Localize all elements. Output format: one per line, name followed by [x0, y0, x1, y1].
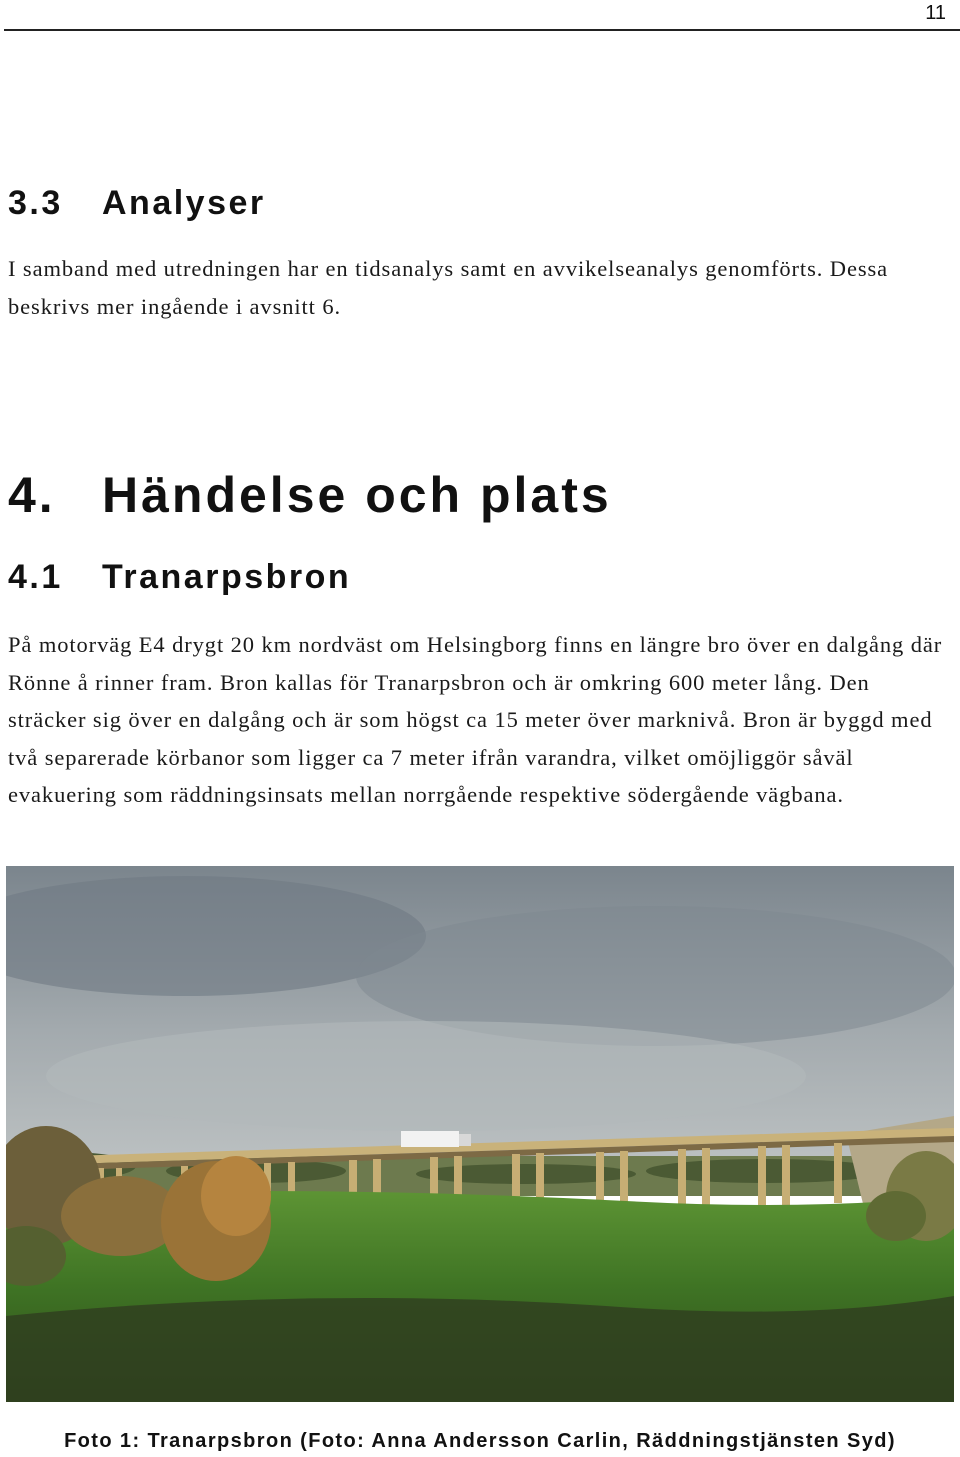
- chapter-number: 4.: [8, 467, 56, 523]
- truck-cab: [459, 1134, 471, 1146]
- foreground-soil: [6, 1296, 954, 1402]
- section-number: 4.1: [8, 558, 63, 596]
- bridge-photo: [6, 866, 954, 1402]
- section-3-3-heading: [8, 184, 266, 223]
- chapter-title: Händelse och plats: [102, 467, 612, 523]
- truck: [401, 1131, 459, 1147]
- header-rule: [4, 29, 960, 31]
- cloud: [46, 1021, 806, 1131]
- section-number: 3.3: [8, 184, 63, 222]
- section-4-1-heading: [8, 558, 351, 597]
- photo-caption: Foto 1: Tranarpsbron (Foto: Anna Andersson Carlin, Räddningstjänsten Syd): [64, 1430, 896, 1452]
- page-number: 11: [925, 2, 946, 24]
- section-title: Tranarpsbron: [102, 558, 352, 596]
- section-title: Analyser: [102, 184, 266, 222]
- section-4-1-paragraph: På motorväg E4 drygt 20 km nordväst om Helsingborg finns en längre bro över en dalgång där Rönne å rinner fram. Bron kallas för Tranarpsbron och är omkring 600 meter lång. Den sträcker sig över en dalgång och är som högst ca 15 meter över marknivå. Bron är byggd med två separerade körbanor som ligger ca 7 meter ifrån varandra, vilket omöjliggör såväl evakuering som räddningsinsats mellan norrgående respektive södergående vägbana.: [8, 632, 943, 807]
- chapter-4-heading: [8, 466, 612, 524]
- section-3-3-paragraph: I samband med utredningen har en tidsanalys samt en avvikelseanalys genomförts. Dessa beskrivs mer ingående i avsnitt 6.: [8, 256, 889, 319]
